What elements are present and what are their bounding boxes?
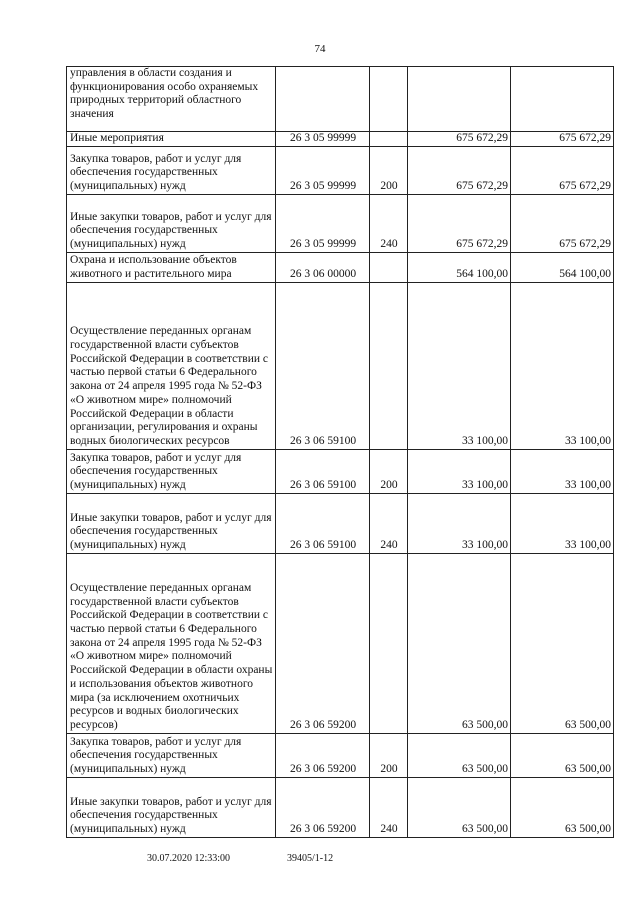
row-amount-2: 63 500,00 [511, 777, 614, 837]
row-expense-type [370, 67, 408, 132]
row-name: Иные мероприятия [67, 132, 276, 147]
row-expense-type: 200 [370, 449, 408, 493]
row-code: 26 3 05 99999 [276, 146, 370, 194]
row-code [276, 67, 370, 132]
row-code: 26 3 06 59200 [276, 553, 370, 733]
row-code: 26 3 05 99999 [276, 132, 370, 147]
row-code: 26 3 06 59100 [276, 282, 370, 449]
row-amount-1: 63 500,00 [408, 553, 511, 733]
row-name: Осуществление переданных органам государственной власти субъектов Российской Федерации в соответствии с частью первой статьи 6 Федерального закона от 24 апреля 1995 года № 52-ФЗ «О животном мире» полномочий Российской Федерации в области организации, регулирования и охраны водных биологических ресурсов [67, 282, 276, 449]
row-amount-1: 63 500,00 [408, 777, 511, 837]
row-code: 26 3 06 59200 [276, 777, 370, 837]
row-name: Закупка товаров, работ и услуг для обеспечения государственных (муниципальных) нужд [67, 146, 276, 194]
row-amount-2: 63 500,00 [511, 553, 614, 733]
row-amount-2: 63 500,00 [511, 733, 614, 777]
row-name: управления в области создания и функционирования особо охраняемых природных территорий областного значения [67, 67, 276, 132]
table-row [67, 252, 614, 282]
row-expense-type [370, 282, 408, 449]
row-code: 26 3 06 59100 [276, 493, 370, 553]
row-code: 26 3 06 00000 [276, 252, 370, 282]
page-number: 74 [314, 43, 326, 55]
table-row [67, 553, 614, 733]
row-code: 26 3 06 59100 [276, 449, 370, 493]
row-name: Закупка товаров, работ и услуг для обеспечения государственных (муниципальных) нужд [67, 449, 276, 493]
table-row [67, 146, 614, 194]
row-amount-1: 33 100,00 [408, 449, 511, 493]
row-amount-1: 564 100,00 [408, 252, 511, 282]
row-name: Закупка товаров, работ и услуг для обеспечения государственных (муниципальных) нужд [67, 733, 276, 777]
table-row [67, 67, 614, 132]
row-amount-1: 33 100,00 [408, 493, 511, 553]
row-expense-type: 240 [370, 493, 408, 553]
row-amount-2: 33 100,00 [511, 493, 614, 553]
table-row [67, 449, 614, 493]
budget-table [66, 66, 614, 838]
row-amount-1 [408, 67, 511, 132]
row-expense-type [370, 553, 408, 733]
row-amount-2: 675 672,29 [511, 132, 614, 147]
table-row [67, 733, 614, 777]
row-name: Осуществление переданных органам государственной власти субъектов Российской Федерации в соответствии с частью первой статьи 6 Федерального закона от 24 апреля 1995 года № 52-ФЗ «О животном мире» полномочий Российской Федерации в области охраны и использования объектов животного мира (за исключением охотничьих ресурсов и водных биологических ресурсов) [67, 553, 276, 733]
row-amount-1: 33 100,00 [408, 282, 511, 449]
row-expense-type: 240 [370, 777, 408, 837]
row-amount-1: 675 672,29 [408, 146, 511, 194]
row-amount-2: 675 672,29 [511, 194, 614, 252]
row-expense-type: 200 [370, 146, 408, 194]
row-amount-2 [511, 67, 614, 132]
row-expense-type [370, 252, 408, 282]
row-expense-type: 200 [370, 733, 408, 777]
row-amount-1: 675 672,29 [408, 194, 511, 252]
table-row [67, 132, 614, 147]
row-name: Иные закупки товаров, работ и услуг для обеспечения государственных (муниципальных) нужд [67, 194, 276, 252]
row-name: Охрана и использование объектов животного и растительного мира [67, 252, 276, 282]
footer-datetime: 30.07.2020 12:33:00 [147, 853, 231, 864]
row-amount-2: 675 672,29 [511, 146, 614, 194]
table-row [67, 777, 614, 837]
footer-doc-code: 39405/1-12 [287, 853, 334, 864]
row-amount-2: 564 100,00 [511, 252, 614, 282]
row-name: Иные закупки товаров, работ и услуг для обеспечения государственных (муниципальных) нужд [67, 777, 276, 837]
row-amount-1: 675 672,29 [408, 132, 511, 147]
row-amount-1: 63 500,00 [408, 733, 511, 777]
row-code: 26 3 06 59200 [276, 733, 370, 777]
table-row [67, 194, 614, 252]
row-expense-type [370, 132, 408, 147]
table-row [67, 493, 614, 553]
row-code: 26 3 05 99999 [276, 194, 370, 252]
row-amount-2: 33 100,00 [511, 282, 614, 449]
row-name: Иные закупки товаров, работ и услуг для обеспечения государственных (муниципальных) нужд [67, 493, 276, 553]
table-row [67, 282, 614, 449]
row-expense-type: 240 [370, 194, 408, 252]
row-amount-2: 33 100,00 [511, 449, 614, 493]
